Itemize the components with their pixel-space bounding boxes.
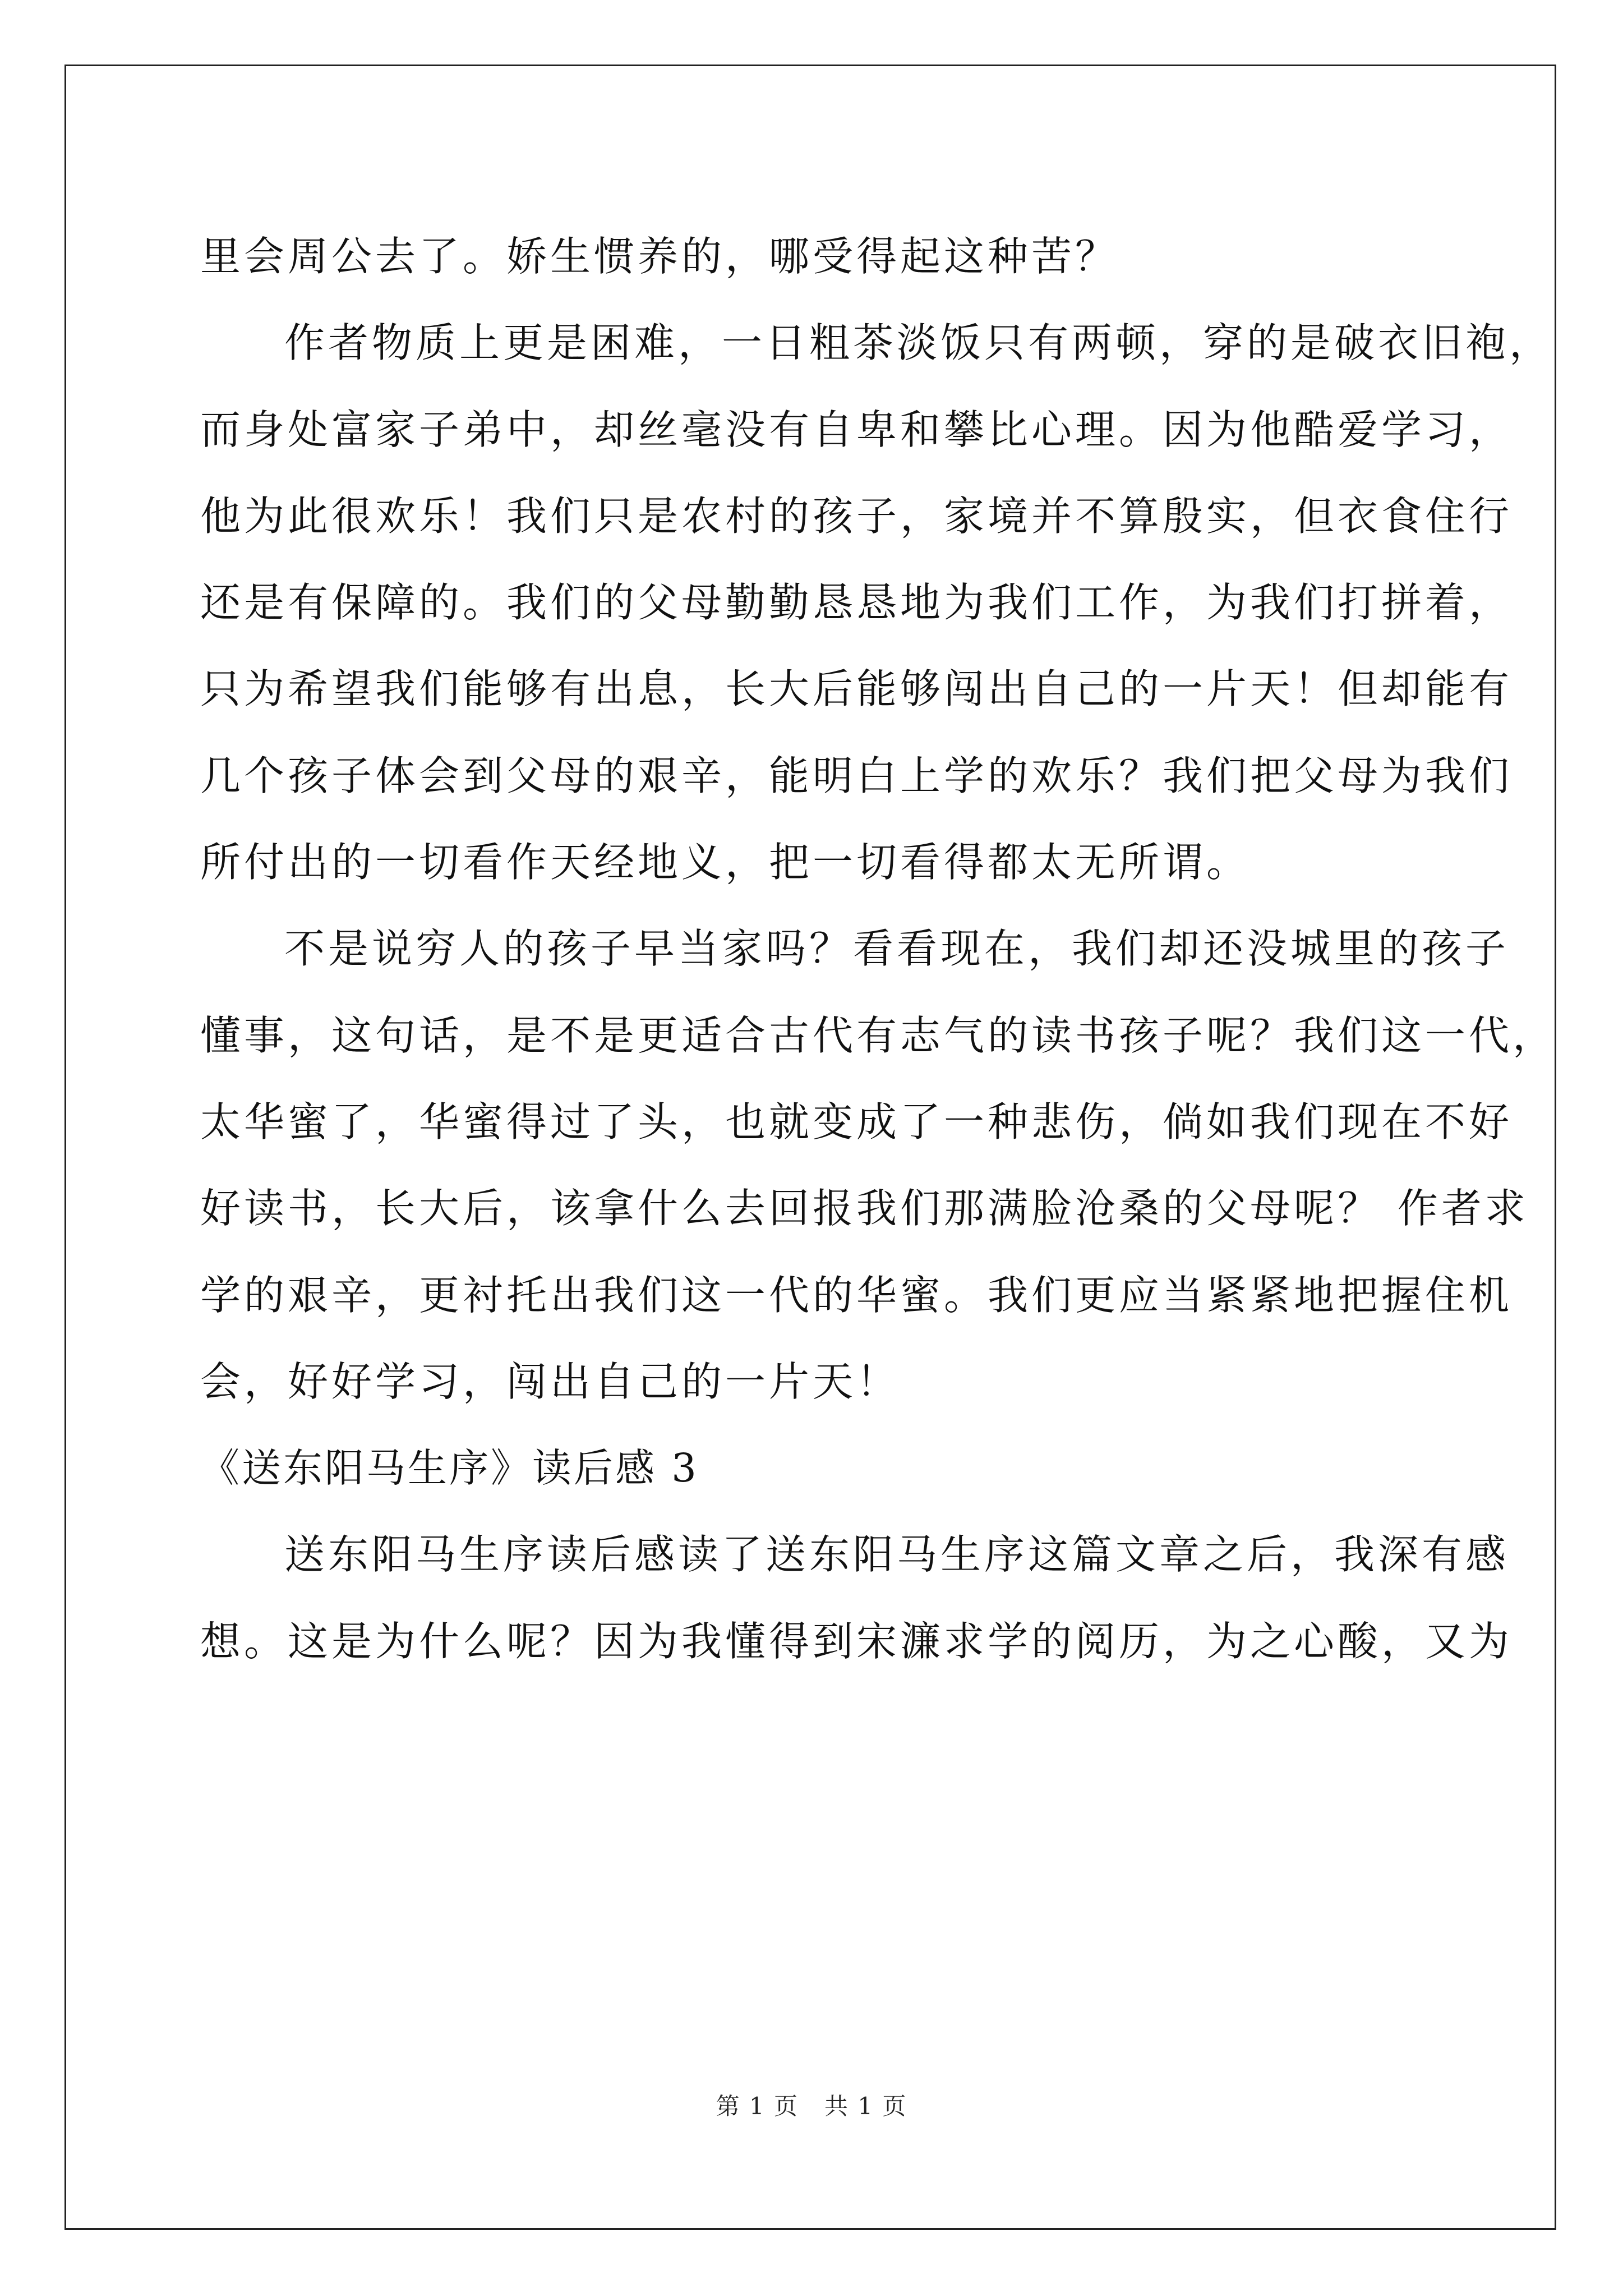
page-total: 共 1 页 bbox=[824, 2092, 907, 2120]
page-number: 第 1 页 bbox=[716, 2092, 799, 2120]
page-footer bbox=[0, 2088, 1623, 2122]
text-line-7: 几个孩子体会到父母的艰辛，能明白上学的欢乐？我们把父母为我们 bbox=[200, 752, 1513, 799]
text-line-4: 他为此很欢乐！我们只是农村的孩子，家境并不算殷实，但衣食住行 bbox=[200, 492, 1513, 540]
text-line-16: 送东阳马生序读后感读了送东阳马生序这篇文章之后，我深有感 bbox=[284, 1531, 1510, 1579]
section-heading: 《送东阳马生序》读后感 3 bbox=[200, 1445, 699, 1492]
text-line-17: 想。这是为什么呢？因为我懂得到宋濂求学的阅历，为之心酸，又为 bbox=[200, 1617, 1513, 1665]
text-line-14: 会，好好学习，闯出自己的一片天！ bbox=[200, 1358, 901, 1405]
text-line-1: 里会周公去了。娇生惯养的，哪受得起这种苦？ bbox=[200, 233, 1119, 280]
text-line-5: 还是有保障的。我们的父母勤勤恳恳地为我们工作，为我们打拼着， bbox=[200, 579, 1513, 627]
document-body bbox=[200, 213, 1557, 1685]
text-line-6: 只为希望我们能够有出息，长大后能够闯出自己的一片天！但却能有 bbox=[200, 665, 1513, 713]
text-line-9: 不是说穷人的孩子早当家吗？看看现在，我们却还没城里的孩子 bbox=[284, 925, 1510, 973]
text-line-11: 太华蜜了，华蜜得过了头，也就变成了一种悲伤，倘如我们现在不好 bbox=[200, 1098, 1513, 1145]
text-line-13: 学的艰辛，更衬托出我们这一代的华蜜。我们更应当紧紧地把握住机 bbox=[200, 1271, 1513, 1319]
text-line-2: 作者物质上更是困难，一日粗茶淡饭只有两顿，穿的是破衣旧袍， bbox=[284, 319, 1553, 367]
text-line-8: 所付出的一切看作天经地义，把一切看得都太无所谓。 bbox=[200, 839, 1251, 886]
text-line-12: 好读书，长大后，该拿什么去回报我们那满脸沧桑的父母呢？ 作者求 bbox=[200, 1185, 1529, 1232]
text-line-3: 而身处富家子弟中，却丝毫没有自卑和攀比心理。因为他酷爱学习， bbox=[200, 406, 1513, 453]
text-line-10: 懂事，这句话，是不是更适合古代有志气的读书孩子呢？我们这一代， bbox=[200, 1011, 1557, 1059]
